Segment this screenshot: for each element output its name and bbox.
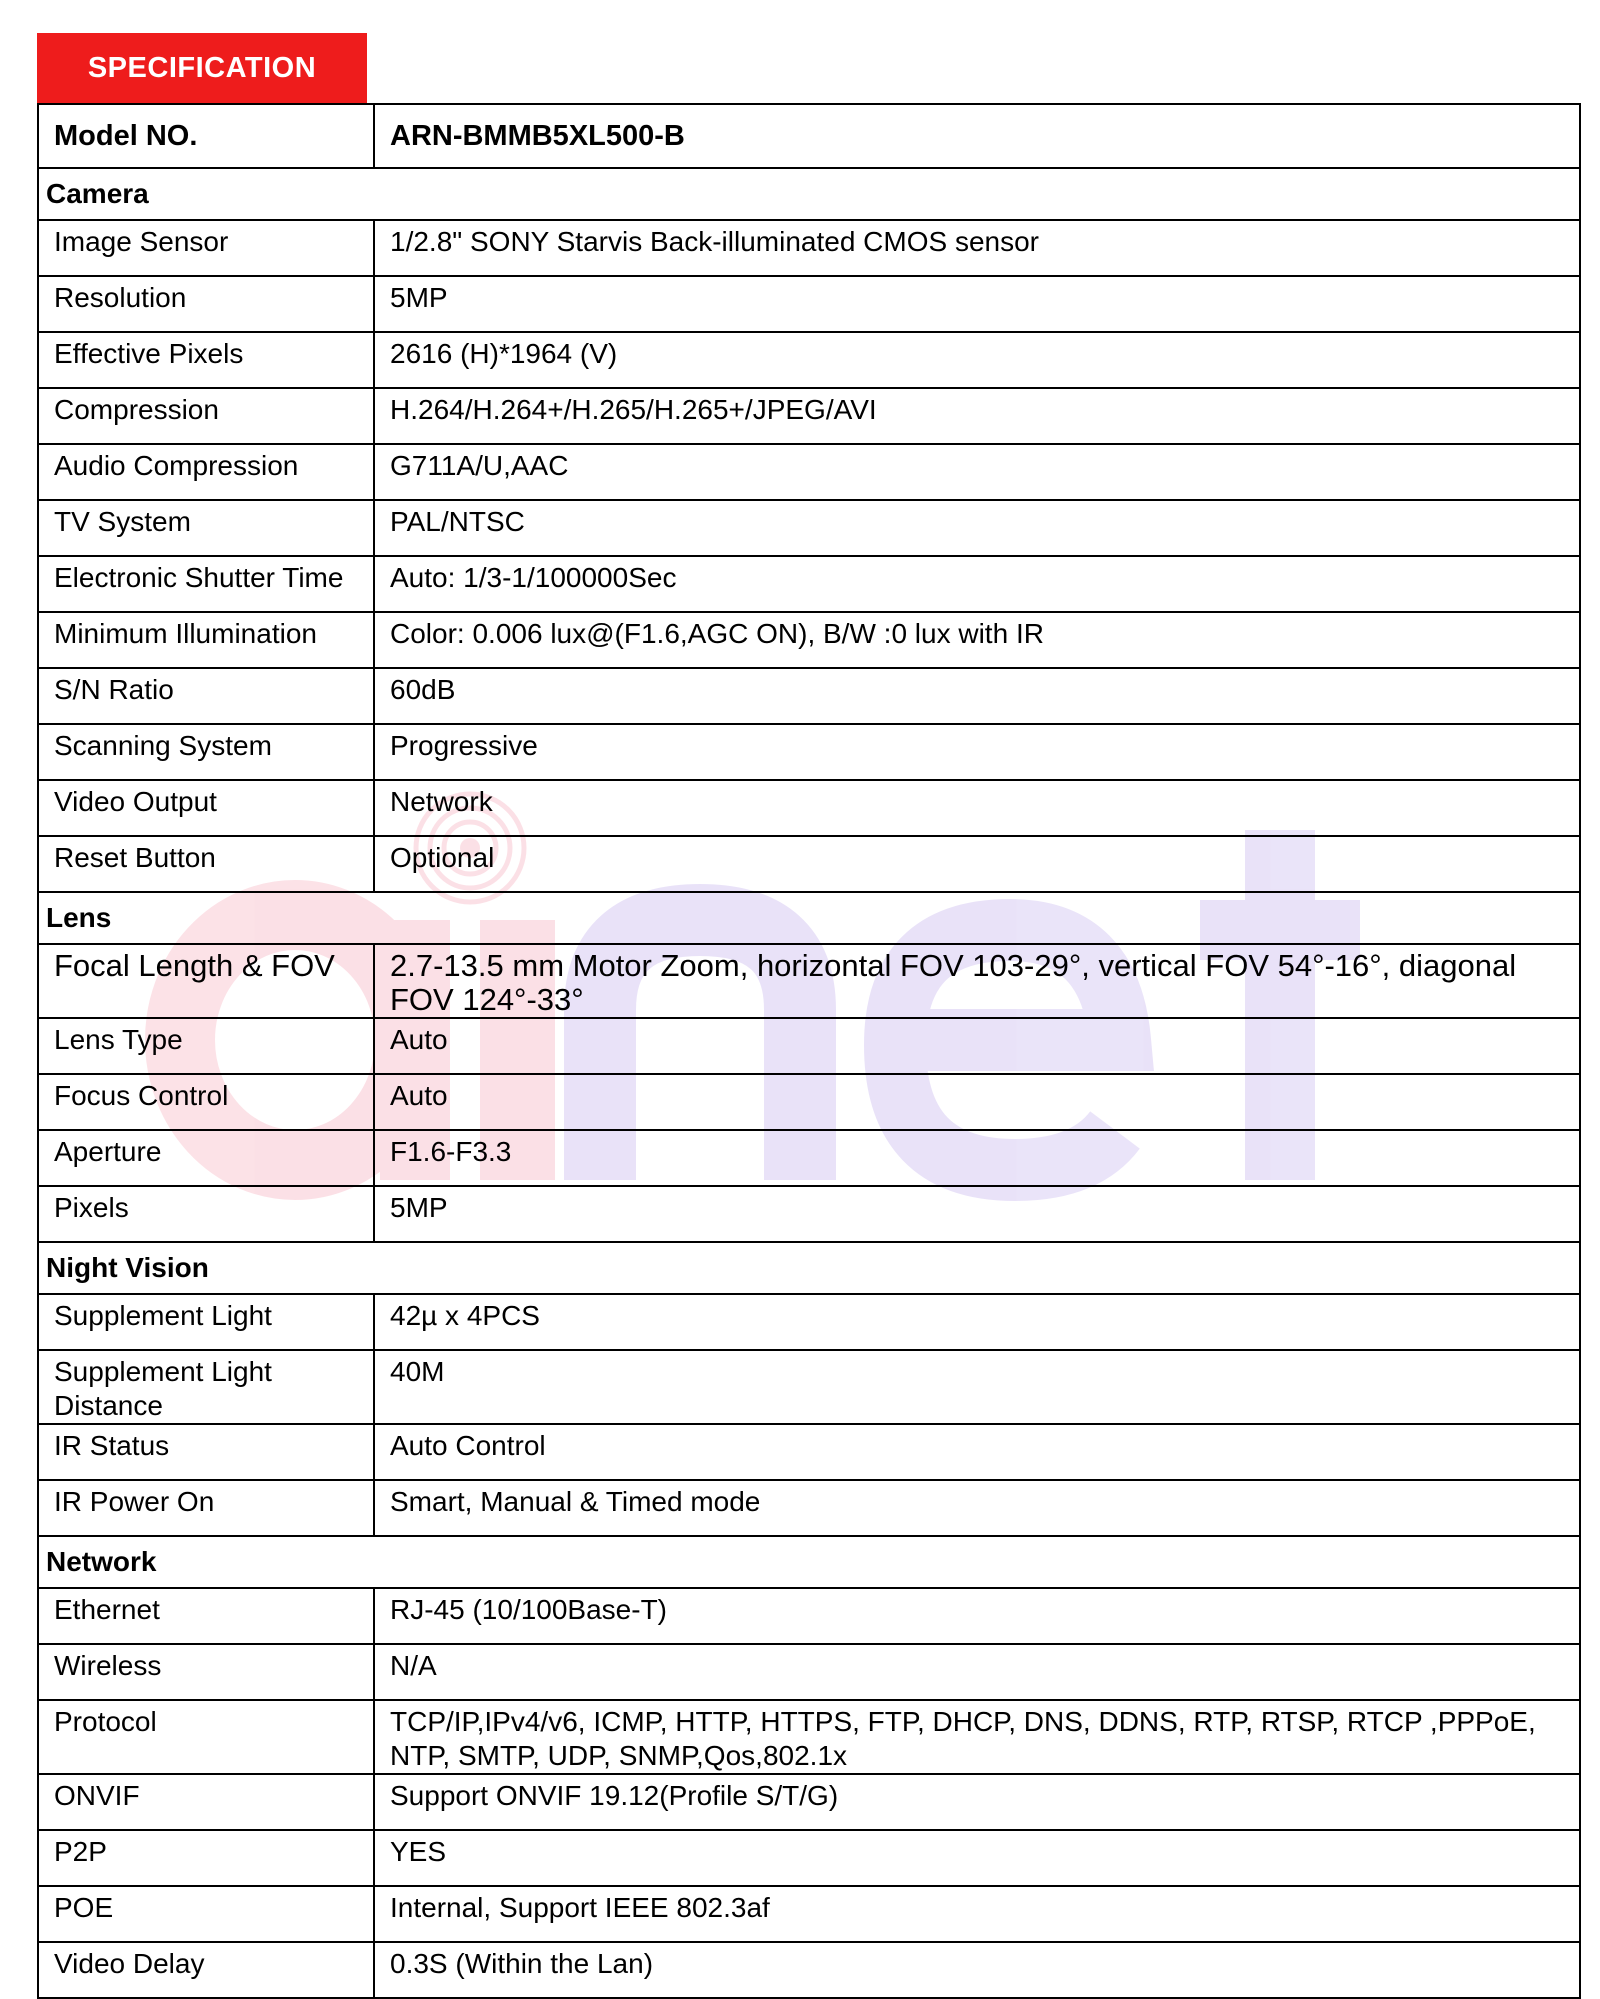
section-title: Camera	[38, 168, 1580, 220]
spec-row	[38, 836, 1580, 892]
spec-label: Effective Pixels	[38, 332, 374, 388]
spec-value: N/A	[374, 1644, 1580, 1700]
spec-value: H.264/H.264+/H.265/H.265+/JPEG/AVI	[374, 388, 1580, 444]
model-row	[38, 104, 1580, 168]
spec-value: G711A/U,AAC	[374, 444, 1580, 500]
section-header	[38, 1242, 1580, 1294]
spec-row	[38, 1774, 1580, 1830]
spec-label: Focus Control	[38, 1074, 374, 1130]
model-label: Model NO.	[38, 104, 374, 168]
spec-row	[38, 1700, 1580, 1774]
spec-value: Color: 0.006 lux@(F1.6,AGC ON), B/W :0 lux with IR	[374, 612, 1580, 668]
spec-row	[38, 220, 1580, 276]
spec-value: 5MP	[374, 276, 1580, 332]
section-header	[38, 168, 1580, 220]
spec-label: Audio Compression	[38, 444, 374, 500]
spec-row	[38, 944, 1580, 1018]
spec-value: Auto: 1/3-1/100000Sec	[374, 556, 1580, 612]
section-header	[38, 892, 1580, 944]
spec-row	[38, 276, 1580, 332]
spec-label: Wireless	[38, 1644, 374, 1700]
spec-row	[38, 1130, 1580, 1186]
spec-label: Protocol	[38, 1700, 374, 1774]
spec-value: 42µ x 4PCS	[374, 1294, 1580, 1350]
spec-label: Resolution	[38, 276, 374, 332]
spec-value: 2616 (H)*1964 (V)	[374, 332, 1580, 388]
spec-value: Auto	[374, 1018, 1580, 1074]
spec-label: Pixels	[38, 1186, 374, 1242]
specification-table	[37, 103, 1581, 1999]
spec-label: TV System	[38, 500, 374, 556]
spec-label: Image Sensor	[38, 220, 374, 276]
spec-label: IR Power On	[38, 1480, 374, 1536]
spec-row	[38, 1424, 1580, 1480]
section-title: Night Vision	[38, 1242, 1580, 1294]
spec-label: Electronic Shutter Time	[38, 556, 374, 612]
spec-label: IR Status	[38, 1424, 374, 1480]
spec-row	[38, 1588, 1580, 1644]
spec-row	[38, 500, 1580, 556]
spec-value: YES	[374, 1830, 1580, 1886]
spec-row	[38, 780, 1580, 836]
spec-row	[38, 1350, 1580, 1424]
spec-label: Minimum Illumination	[38, 612, 374, 668]
spec-row	[38, 1294, 1580, 1350]
spec-value: Optional	[374, 836, 1580, 892]
spec-label: Reset Button	[38, 836, 374, 892]
spec-label: Focal Length & FOV	[38, 944, 374, 1018]
spec-value: Internal, Support IEEE 802.3af	[374, 1886, 1580, 1942]
spec-value: PAL/NTSC	[374, 500, 1580, 556]
spec-row	[38, 444, 1580, 500]
spec-value: Progressive	[374, 724, 1580, 780]
spec-value: 5MP	[374, 1186, 1580, 1242]
spec-row	[38, 388, 1580, 444]
spec-value: 2.7-13.5 mm Motor Zoom, horizontal FOV 103-29°, vertical FOV 54°-16°, diagonal FOV 124°-33°	[374, 944, 1580, 1018]
spec-row	[38, 1074, 1580, 1130]
section-title: Lens	[38, 892, 1580, 944]
spec-value: 40M	[374, 1350, 1580, 1424]
spec-row	[38, 1830, 1580, 1886]
spec-row	[38, 556, 1580, 612]
spec-value: TCP/IP,IPv4/v6, ICMP, HTTP, HTTPS, FTP, DHCP, DNS, DDNS, RTP, RTSP, RTCP ,PPPoE, NTP, SMTP, UDP, SNMP,Qos,802.1x	[374, 1700, 1580, 1774]
spec-label: Lens Type	[38, 1018, 374, 1074]
spec-label: Video Output	[38, 780, 374, 836]
spec-value: 0.3S (Within the Lan)	[374, 1942, 1580, 1998]
spec-row	[38, 668, 1580, 724]
specification-title: SPECIFICATION	[87, 51, 317, 84]
spec-value: Smart, Manual & Timed mode	[374, 1480, 1580, 1536]
spec-value: F1.6-F3.3	[374, 1130, 1580, 1186]
spec-value: Auto	[374, 1074, 1580, 1130]
spec-value: Network	[374, 780, 1580, 836]
spec-label: Supplement Light Distance	[38, 1350, 374, 1424]
spec-label: P2P	[38, 1830, 374, 1886]
spec-value: 60dB	[374, 668, 1580, 724]
spec-row	[38, 1644, 1580, 1700]
spec-value: 1/2.8" SONY Starvis Back-illuminated CMOS sensor	[374, 220, 1580, 276]
spec-row	[38, 1886, 1580, 1942]
spec-label: Ethernet	[38, 1588, 374, 1644]
spec-label: Compression	[38, 388, 374, 444]
spec-label: POE	[38, 1886, 374, 1942]
spec-row	[38, 1480, 1580, 1536]
spec-row	[38, 724, 1580, 780]
section-title: Network	[38, 1536, 1580, 1588]
spec-value: Auto Control	[374, 1424, 1580, 1480]
spec-value: Support ONVIF 19.12(Profile S/T/G)	[374, 1774, 1580, 1830]
spec-label: Video Delay	[38, 1942, 374, 1998]
spec-row	[38, 332, 1580, 388]
spec-label: S/N Ratio	[38, 668, 374, 724]
specification-header	[37, 33, 367, 103]
spec-label: Scanning System	[38, 724, 374, 780]
spec-row	[38, 612, 1580, 668]
spec-label: Aperture	[38, 1130, 374, 1186]
model-value: ARN-BMMB5XL500-B	[374, 104, 1580, 168]
spec-row	[38, 1018, 1580, 1074]
spec-value: RJ-45 (10/100Base-T)	[374, 1588, 1580, 1644]
spec-row	[38, 1942, 1580, 1998]
spec-row	[38, 1186, 1580, 1242]
section-header	[38, 1536, 1580, 1588]
spec-label: ONVIF	[38, 1774, 374, 1830]
spec-label: Supplement Light	[38, 1294, 374, 1350]
